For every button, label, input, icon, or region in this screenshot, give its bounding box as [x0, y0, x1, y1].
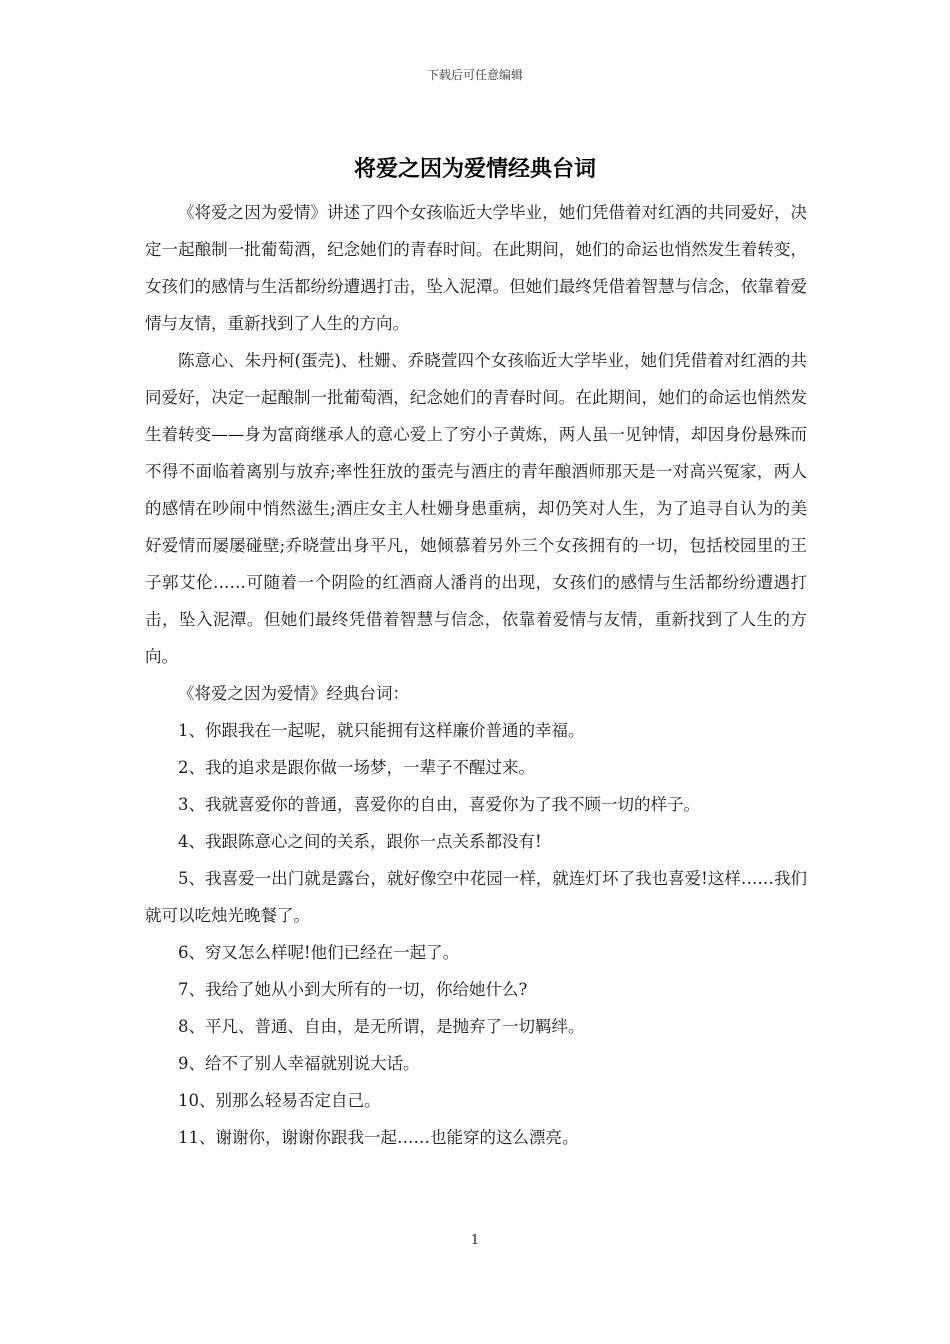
- quote-item: 8、平凡、普通、自由，是无所谓，是抛弃了一切羁绊。: [178, 1017, 585, 1036]
- quote-item: 4、我跟陈意心之间的关系，跟你一点关系都没有!: [178, 832, 542, 851]
- quotes-heading: 《将爱之因为爱情》经典台词：: [178, 684, 409, 703]
- quote-item: 6、穷又怎么样呢!他们已经在一起了。: [178, 943, 460, 962]
- paragraph-intro: 《将爱之因为爱情》讲述了四个女孩临近大学毕业，她们凭借着对红酒的共同爱好，决定一起酿制一批葡萄酒，纪念她们的青春时间。在此期间，她们的命运也悄然发生着转变，女孩们的感情与生活都纷纷遭遇打击，坠入泥潭。但她们最终凭借着智慧与信念，依靠着爱情与友情，重新找到了人生的方向。: [145, 203, 807, 333]
- page-number: 1: [470, 1233, 480, 1248]
- document-body: [145, 194, 807, 1156]
- quote-item: 7、我给了她从小到大所有的一切，你给她什么?: [178, 980, 528, 999]
- quote-item: 9、给不了别人幸福就别说大话。: [178, 1054, 420, 1073]
- quote-item: 11、谢谢你，谢谢你跟我一起……也能穿的这么漂亮。: [178, 1128, 579, 1147]
- header-note: 下载后可任意编辑: [426, 68, 523, 82]
- document-title: 将爱之因为爱情经典台词: [353, 157, 596, 182]
- quote-item: 1、你跟我在一起呢，就只能拥有这样廉价普通的幸福。: [178, 721, 585, 740]
- paragraph-synopsis: 陈意心、朱丹柯(蛋壳)、杜姗、乔晓萱四个女孩临近大学毕业，她们凭借着对红酒的共同爱好，决定一起酿制一批葡萄酒，纪念她们的青春时间。在此期间，她们的命运也悄然发生着转变——身为富商继承人的意心爱上了穷小子黄炼，两人虽一见钟情，却因身份悬殊而不得不面临着离别与放弃;率性狂放的蛋壳与酒庄的青年酿酒师那天是一对高兴冤家，两人的感情在吵闹中悄然滋生;酒庄女主人杜姗身患重病，却仍笑对人生，为了追寻自认为的美好爱情而屡屡碰壁;乔晓萱出身平凡，她倾慕着另外三个女孩拥有的一切，包括校园里的王子郭艾伦……可随着一个阴险的红酒商人潘肖的出现，女孩们的感情与生活都纷纷遭遇打击，坠入泥潭。但她们最终凭借着智慧与信念，依靠着爱情与友情，重新找到了人生的方向。: [145, 351, 807, 666]
- quote-item: 5、我喜爱一出门就是露台，就好像空中花园一样，就连灯坏了我也喜爱!这样……我们就可以吃烛光晚餐了。: [145, 869, 807, 925]
- quote-item: 2、我的追求是跟你做一场梦，一辈子不醒过来。: [178, 758, 535, 777]
- quote-item: 3、我就喜爱你的普通，喜爱你的自由，喜爱你为了我不顾一切的样子。: [178, 795, 700, 814]
- quote-item: 10、别那么轻易否定自己。: [178, 1091, 381, 1110]
